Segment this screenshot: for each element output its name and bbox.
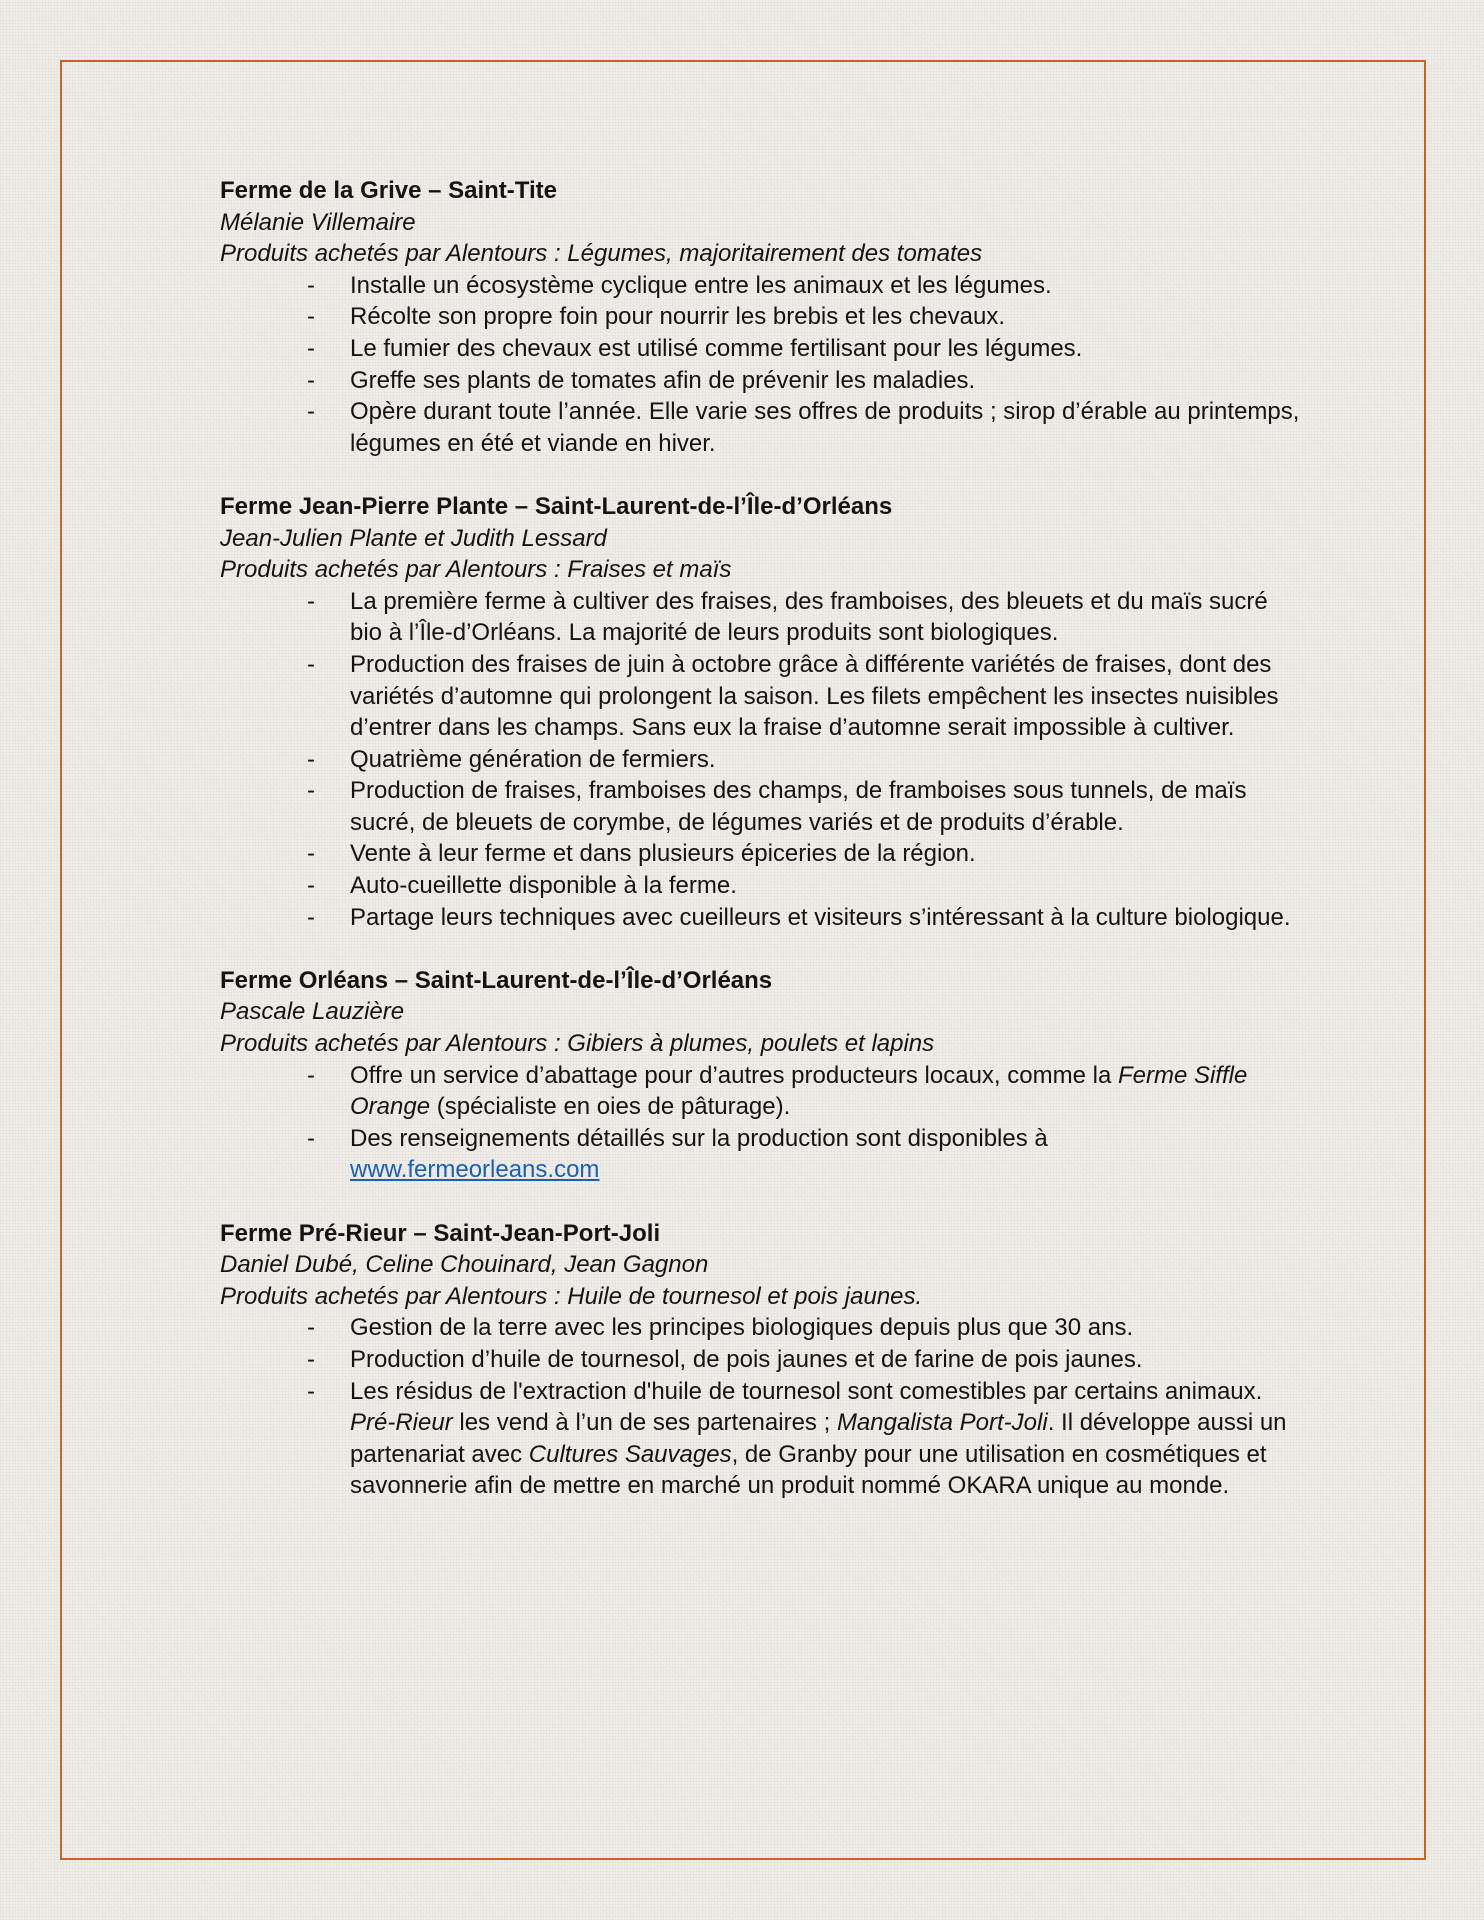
list-item — [220, 870, 1300, 902]
bullet-dash: - — [307, 587, 315, 615]
bullet-dash: - — [307, 840, 315, 868]
farm-products: Produits achetés par Alentours : Huile de tournesol et pois jaunes. — [220, 1282, 923, 1310]
list-item-text: Partage leurs techniques avec cueilleurs et visiteurs s’intéressant à la culture biologique. — [350, 903, 1291, 931]
list-item — [220, 586, 1300, 649]
list-item-text: Production de fraises, framboises des champs, de framboises sous tunnels, de maïs sucré, de bleuets de corymbe, de légumes variés et de produits d’érable. — [350, 777, 1247, 836]
farm-name-italic: Pré-Rieur — [350, 1409, 453, 1437]
bullet-dash: - — [307, 1124, 315, 1152]
farm-section-grive — [220, 175, 1300, 459]
bullet-dash: - — [307, 903, 315, 931]
farm-owners: Mélanie Villemaire — [220, 208, 416, 236]
bullet-dash: - — [307, 398, 315, 426]
list-item-text: Opère durant toute l’année. Elle varie ses offres de produits ; sirop d’érable au printemps, légumes en été et viande en hiver. — [350, 398, 1300, 457]
list-item-text: Installe un écosystème cyclique entre les animaux et les légumes. — [350, 271, 1052, 299]
bullet-dash: - — [307, 1345, 315, 1373]
list-item — [220, 744, 1300, 776]
partner-name-italic: Cultures Sauvages — [528, 1440, 732, 1468]
list-item-text: Des renseignements détaillés sur la production sont disponibles à — [350, 1124, 1048, 1152]
list-item-text: les vend à l’un de ses partenaires ; — [452, 1409, 837, 1437]
farm-section-plante — [220, 491, 1300, 933]
partner-farm-name: Ferme Siffle Orange — [350, 1061, 1248, 1121]
bullet-dash: - — [307, 1061, 315, 1089]
list-item-text: Vente à leur ferme et dans plusieurs épiceries de la région. — [350, 840, 976, 868]
list-item-text: La première ferme à cultiver des fraises, des framboises, des bleuets et du maïs sucré bio à l’Île-d’Orléans. La majorité de leurs produits sont biologiques. — [350, 587, 1268, 647]
list-item-text: Production des fraises de juin à octobre grâce à différente variétés de fraises, dont des variétés d’automne qui prolongent la saison. Les filets empêchent les insectes nuisibles d’entrer dans les champs. Sans eux la fraise d’automne serait impossible à cultiver. — [350, 650, 1279, 742]
farm-title: Ferme Jean-Pierre Plante – Saint-Laurent-de-l’Île-d’Orléans — [220, 492, 893, 520]
list-item-text: Quatrième génération de fermiers. — [350, 745, 716, 773]
list-item — [220, 365, 1300, 397]
list-item — [220, 775, 1300, 838]
document-body — [220, 175, 1300, 1534]
website-link[interactable]: www.fermeorleans.com — [350, 1156, 600, 1184]
list-item-text: (spécialiste en oies de pâturage). — [430, 1093, 791, 1121]
list-item-text: Le fumier des chevaux est utilisé comme fertilisant pour les légumes. — [350, 334, 1083, 362]
list-item — [220, 902, 1300, 934]
farm-products: Produits achetés par Alentours : Légumes, majoritairement des tomates — [220, 240, 983, 268]
farm-products: Produits achetés par Alentours : Gibiers à plumes, poulets et lapins — [220, 1030, 935, 1058]
list-item-text: Gestion de la terre avec les principes biologiques depuis plus que 30 ans. — [350, 1314, 1134, 1342]
farm-points-list — [220, 586, 1300, 934]
list-item-text: Récolte son propre foin pour nourrir les brebis et les chevaux. — [350, 303, 1006, 331]
list-item — [220, 270, 1300, 302]
farm-title: Ferme Orléans – Saint-Laurent-de-l’Île-d’Orléans — [220, 966, 773, 994]
list-item-text: Offre un service d’abattage pour d’autres producteurs locaux, comme la — [350, 1061, 1118, 1089]
list-item-text: . Il développe aussi un partenariat avec — [350, 1409, 1287, 1468]
list-item-text: , de Granby pour une utilisation en cosmétiques et savonnerie afin de mettre en marché un produit nommé OKARA unique au monde. — [350, 1440, 1267, 1500]
list-item — [220, 649, 1300, 744]
list-item-text: Auto-cueillette disponible à la ferme. — [350, 872, 737, 900]
bullet-dash: - — [307, 777, 315, 805]
farm-section-pre-rieur — [220, 1218, 1300, 1502]
bullet-dash: - — [307, 334, 315, 362]
bullet-dash: - — [307, 1377, 315, 1405]
bullet-dash: - — [307, 872, 315, 900]
list-item — [220, 1060, 1300, 1123]
bullet-dash: - — [307, 745, 315, 773]
list-item — [220, 1376, 1300, 1502]
farm-section-orleans — [220, 965, 1300, 1186]
bullet-dash: - — [307, 1314, 315, 1342]
farm-title: Ferme Pré-Rieur – Saint-Jean-Port-Joli — [220, 1219, 661, 1247]
farm-products: Produits achetés par Alentours : Fraises et maïs — [220, 556, 732, 584]
farm-points-list — [220, 1312, 1300, 1502]
bullet-dash: - — [307, 650, 315, 678]
farm-points-list — [220, 270, 1300, 460]
bullet-dash: - — [307, 303, 315, 331]
list-item — [220, 333, 1300, 365]
farm-title: Ferme de la Grive – Saint-Tite — [220, 177, 558, 204]
list-item-text: Production d’huile de tournesol, de pois jaunes et de farine de pois jaunes. — [350, 1345, 1143, 1373]
list-item — [220, 396, 1300, 459]
farm-owners: Jean-Julien Plante et Judith Lessard — [220, 524, 607, 552]
farm-points-list — [220, 1060, 1300, 1186]
list-item — [220, 1344, 1300, 1376]
list-item — [220, 1123, 1300, 1186]
list-item-text: Les résidus de l'extraction d'huile de tournesol sont comestibles par certains animaux. — [350, 1377, 1263, 1405]
list-item — [220, 838, 1300, 870]
partner-name-italic: Mangalista Port-Joli — [836, 1409, 1048, 1437]
farm-owners: Pascale Lauzière — [220, 998, 405, 1026]
bullet-dash: - — [307, 366, 315, 394]
farm-owners: Daniel Dubé, Celine Chouinard, Jean Gagnon — [220, 1251, 709, 1279]
bullet-dash: - — [307, 271, 315, 299]
list-item — [220, 1312, 1300, 1344]
list-item-text: Greffe ses plants de tomates afin de prévenir les maladies. — [350, 366, 976, 394]
list-item — [220, 301, 1300, 333]
